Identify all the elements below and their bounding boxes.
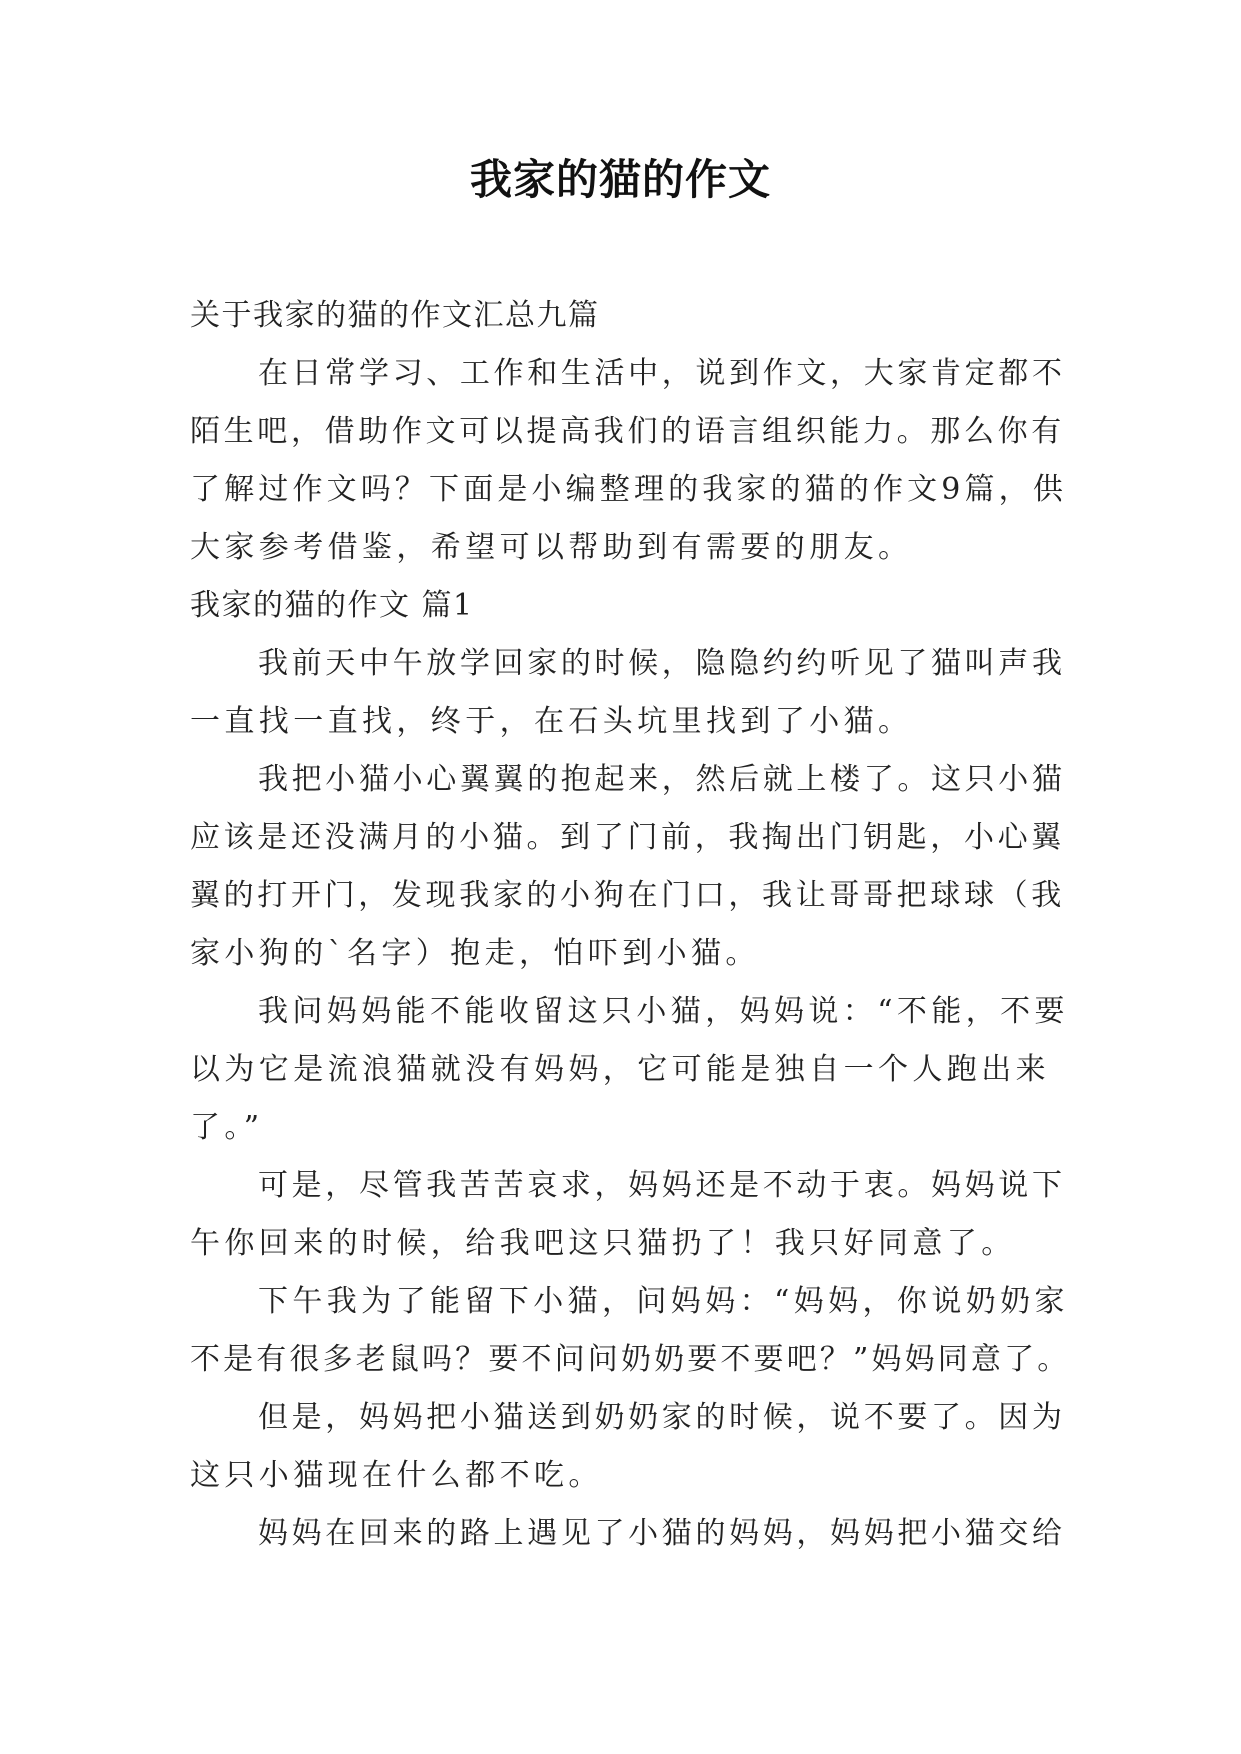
paragraph-line: 翼的打开门，发现我家的小狗在门口，我让哥哥把球球（我 — [190, 878, 1065, 913]
paragraph-line: 应该是还没满月的小猫。到了门前，我掏出门钥匙，小心翼 — [190, 820, 1065, 855]
section-heading: 关于我家的猫的作文汇总九篇 — [190, 298, 600, 333]
section-heading: 我家的猫的作文 篇1 — [190, 588, 474, 623]
paragraph-line: 下午我为了能留下小猫，问妈妈：“妈妈，你说奶奶家 — [258, 1284, 1069, 1319]
paragraph-line: 午你回来的时候，给我吧这只猫扔了！我只好同意了。 — [190, 1226, 1016, 1261]
paragraph-line: 我问妈妈能不能收留这只小猫，妈妈说：“不能，不要 — [258, 994, 1069, 1029]
paragraph-line: 在日常学习、工作和生活中，说到作文，大家肯定都不 — [258, 356, 1066, 391]
paragraph-line: 不是有很多老鼠吗？要不问问奶奶要不要吧？”妈妈同意了。 — [190, 1342, 1071, 1377]
paragraph-line: 但是，妈妈把小猫送到奶奶家的时候，说不要了。因为 — [258, 1400, 1066, 1435]
paragraph-line: 我把小猫小心翼翼的抱起来，然后就上楼了。这只小猫 — [258, 762, 1066, 797]
paragraph-line: 一直找一直找，终于，在石头坑里找到了小猫。 — [190, 704, 913, 739]
paragraph-line: 了解过作文吗？下面是小编整理的我家的猫的作文9篇，供 — [190, 472, 1067, 507]
paragraph-line: 陌生吧，借助作文可以提高我们的语言组织能力。那么你有 — [190, 414, 1065, 449]
paragraph-line: 可是，尽管我苦苦哀求，妈妈还是不动于衷。妈妈说下 — [258, 1168, 1066, 1203]
paragraph-line: 这只小猫现在什么都不吃。 — [190, 1458, 603, 1493]
paragraph-line: 大家参考借鉴，希望可以帮助到有需要的朋友。 — [190, 530, 913, 565]
document-title: 我家的猫的作文 — [469, 155, 771, 204]
paragraph-line: 妈妈在回来的路上遇见了小猫的妈妈，妈妈把小猫交给 — [258, 1516, 1066, 1551]
paragraph-line: 我前天中午放学回家的时候，隐隐约约听见了猫叫声我 — [258, 646, 1066, 681]
paragraph-line: 以为它是流浪猫就没有妈妈，它可能是独自一个人跑出来 — [190, 1052, 1050, 1087]
paragraph-line: 家小狗的`名字）抱走，怕吓到小猫。 — [190, 936, 760, 971]
paragraph-line: 了。” — [190, 1110, 264, 1145]
document-body — [190, 287, 1070, 1563]
